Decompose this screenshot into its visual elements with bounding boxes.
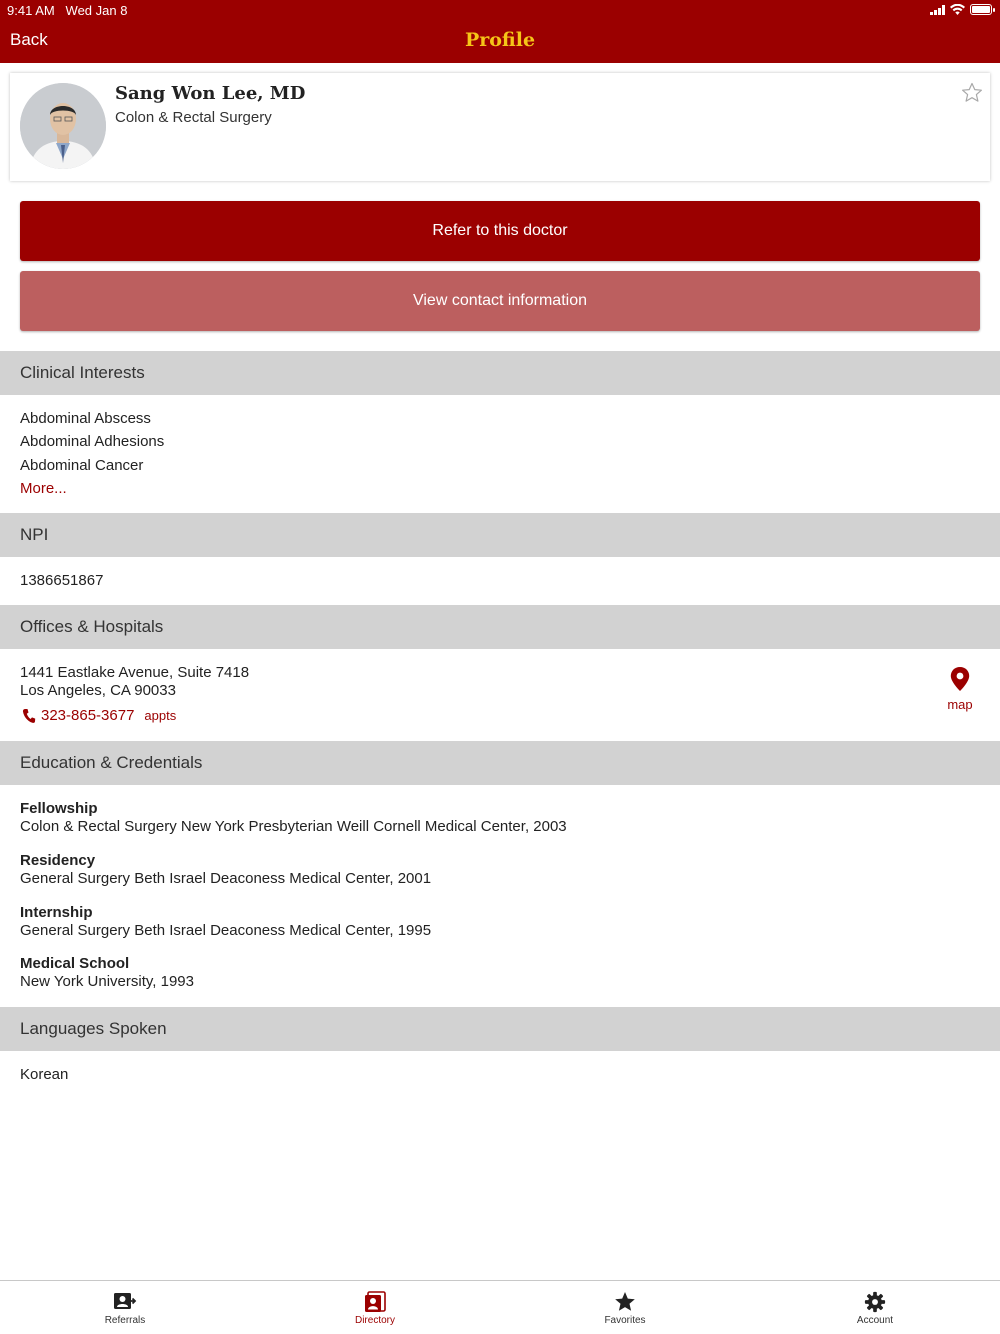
tab-label: Directory <box>354 1315 395 1326</box>
phone-icon <box>22 708 36 724</box>
office-phone-link[interactable]: 323-865-3677 <box>41 707 135 724</box>
clinical-interests-header: Clinical Interests <box>0 351 1000 395</box>
clinical-interest-item: Abdominal Cancer <box>20 457 144 474</box>
phone-note: appts <box>144 708 177 723</box>
favorite-star-icon[interactable] <box>960 81 984 105</box>
directory-icon <box>363 1291 387 1313</box>
tab-bar <box>0 1280 1000 1334</box>
status-time: 9:41 AM <box>7 3 55 18</box>
credential-detail: General Surgery Beth Israel Deaconess Medical Center, 2001 <box>20 870 432 887</box>
credential-title: Medical School <box>20 955 130 972</box>
language-value: Korean <box>20 1066 69 1083</box>
tab-label: Favorites <box>604 1315 646 1326</box>
status-icons <box>930 4 992 15</box>
tab-label: Account <box>856 1315 894 1326</box>
profile-card <box>10 73 990 181</box>
doctor-name: Sang Won Lee, MD <box>115 83 306 104</box>
office-address-line1: 1441 Eastlake Avenue, Suite 7418 <box>20 664 250 681</box>
page-title: Profile <box>464 29 536 51</box>
gear-icon <box>863 1291 887 1313</box>
offices-header: Offices & Hospitals <box>0 605 1000 649</box>
map-label: map <box>947 697 973 712</box>
map-button[interactable] <box>940 666 980 712</box>
languages-header: Languages Spoken <box>0 1007 1000 1051</box>
clinical-interest-item: Abdominal Abscess <box>20 410 151 427</box>
npi-value: 1386651867 <box>20 572 104 589</box>
more-interests-link[interactable]: More... <box>20 480 67 497</box>
credential-detail: Colon & Rectal Surgery New York Presbyterian Weill Cornell Medical Center, 2003 <box>20 818 567 835</box>
education-header: Education & Credentials <box>0 741 1000 785</box>
cellular-signal-icon <box>930 5 945 15</box>
back-button[interactable]: Back <box>10 30 48 49</box>
credential-title: Internship <box>20 904 93 921</box>
credential-title: Residency <box>20 852 96 869</box>
battery-icon <box>970 4 992 15</box>
doctor-avatar <box>20 83 106 169</box>
doctor-specialty: Colon & Rectal Surgery <box>115 109 272 126</box>
credential-detail: New York University, 1993 <box>20 973 194 990</box>
tab-referrals[interactable] <box>0 1281 250 1334</box>
wifi-icon <box>950 4 965 15</box>
office-phone-row[interactable] <box>22 707 176 724</box>
status-bar-time <box>7 3 127 18</box>
credential-title: Fellowship <box>20 800 98 817</box>
tab-directory[interactable] <box>250 1281 500 1334</box>
status-date: Wed Jan 8 <box>65 3 128 18</box>
tab-account[interactable] <box>750 1281 1000 1334</box>
credential-detail: General Surgery Beth Israel Deaconess Medical Center, 1995 <box>20 922 432 939</box>
referrals-icon <box>113 1291 137 1311</box>
npi-header: NPI <box>0 513 1000 557</box>
view-contact-button[interactable]: View contact information <box>20 271 980 331</box>
star-icon <box>613 1291 637 1313</box>
tab-favorites[interactable] <box>500 1281 750 1334</box>
tab-label: Referrals <box>104 1315 146 1326</box>
navigation-bar <box>0 0 1000 63</box>
office-address-line2: Los Angeles, CA 90033 <box>20 682 176 699</box>
clinical-interest-item: Abdominal Adhesions <box>20 433 165 450</box>
refer-button[interactable]: Refer to this doctor <box>20 201 980 261</box>
map-pin-icon <box>949 666 971 692</box>
